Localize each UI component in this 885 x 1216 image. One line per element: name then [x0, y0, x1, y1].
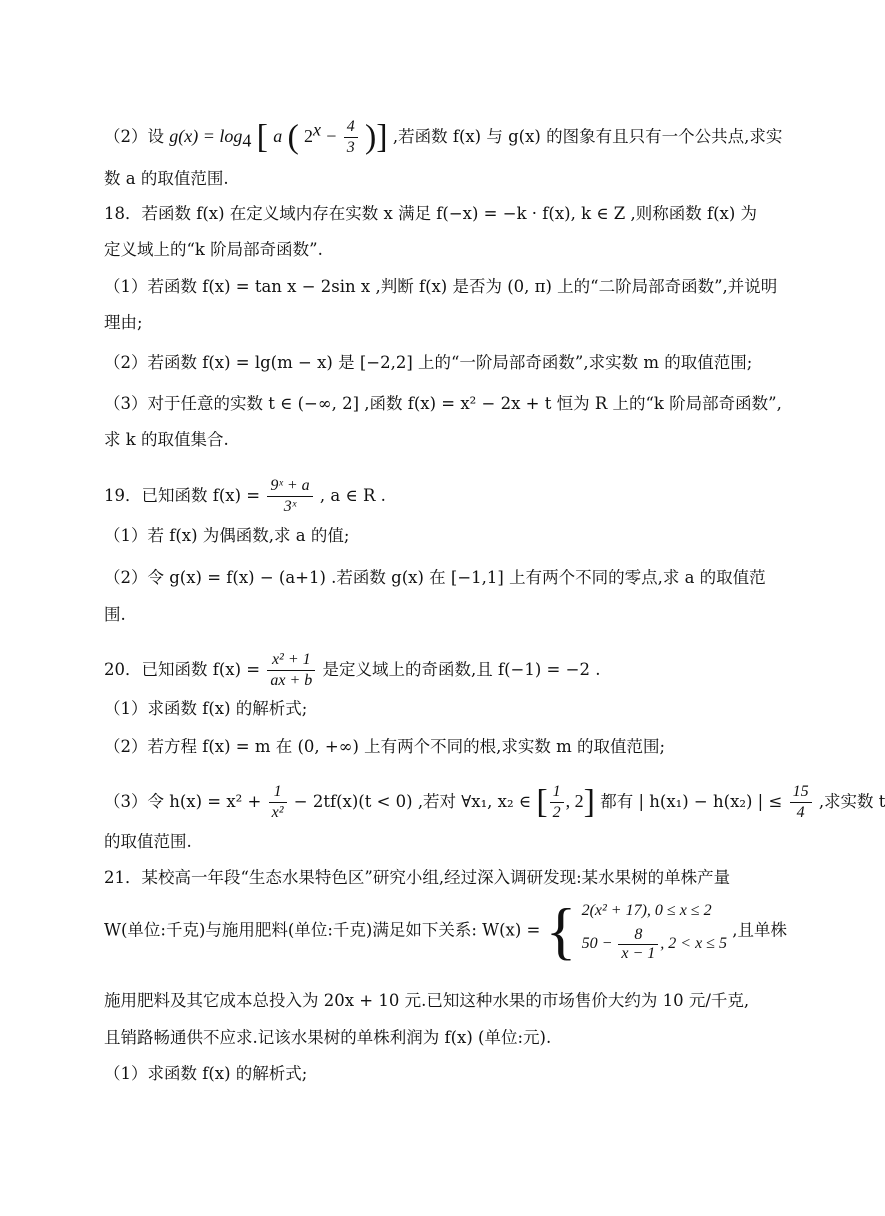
- denominator: 4: [796, 804, 805, 821]
- numerator: 1: [550, 782, 564, 803]
- text: （1）若函数 f(x) = tan x − 2sin x ,判断 f(x) 是否为 (0, π) 上的“二阶局部奇函数”,并说明: [104, 277, 778, 296]
- denominator: 3ˣ: [283, 498, 297, 515]
- formula-exp: x: [313, 119, 322, 140]
- denominator: x − 1: [621, 944, 656, 962]
- fraction-8: [618, 926, 658, 963]
- fraction-f: [267, 650, 315, 691]
- text: 围.: [104, 605, 126, 624]
- text-post: , a ∈ R .: [319, 486, 386, 505]
- q20-part3-line: [104, 782, 885, 823]
- formula-g: g(x) = log: [169, 126, 243, 146]
- numerator: 1: [269, 782, 287, 803]
- text: （2）若方程 f(x) = m 在 (0, +∞) 上有两个不同的根,求实数 m 的取值范围;: [104, 737, 666, 756]
- line-2: [104, 168, 229, 190]
- text-tail: ,若函数 f(x) 与 g(x) 的图象有且只有一个公共点,求实: [392, 127, 783, 146]
- fraction-f: [267, 476, 312, 517]
- text: （1）若 f(x) 为偶函数,求 a 的值;: [104, 526, 350, 545]
- left-bracket: [: [256, 118, 268, 156]
- text: （1）求函数 f(x) 的解析式;: [104, 1064, 308, 1083]
- text: 定义域上的“k 阶局部奇函数”.: [104, 240, 323, 259]
- text: 数 a 的取值范围.: [104, 169, 229, 188]
- text: 求 k 的取值集合.: [104, 430, 229, 449]
- piecewise-cases: [582, 898, 727, 964]
- text: （3）对于任意的实数 t ∈ (−∞, 2] ,函数 f(x) = x² − 2x + t 恒为 R 上的“k 阶局部奇函数”,: [104, 394, 782, 413]
- line-11: [104, 525, 349, 547]
- line-15: [104, 698, 307, 720]
- line-7: [104, 352, 752, 374]
- text-pre: 20．已知函数 f(x) =: [104, 660, 261, 679]
- fraction-4-3: [344, 117, 358, 158]
- formula-a: a: [273, 126, 283, 146]
- text-pre: W(单位:千克)与施用肥料(单位:千克)满足如下关系: W(x) =: [104, 920, 541, 940]
- text-post: ,且单株: [732, 920, 787, 940]
- left-brace: {: [545, 895, 577, 966]
- text: 且销路畅通供不应求.记该水果树的单株利润为 f(x) (单位:元).: [104, 1028, 552, 1047]
- minus-sign: −: [326, 126, 337, 146]
- line-6: [104, 312, 143, 334]
- q20-line: [104, 650, 600, 691]
- fraction-15-4: [790, 782, 812, 823]
- text-pre: （3）令 h(x) = x² +: [104, 792, 262, 811]
- case-1: [582, 898, 727, 924]
- case-2: [582, 924, 727, 964]
- line-16: [104, 736, 665, 758]
- denominator: x²: [271, 804, 284, 821]
- right-bracket: ]: [583, 783, 595, 821]
- text: （1）求函数 f(x) 的解析式;: [104, 699, 308, 718]
- text-post: 是定义域上的奇函数,且 f(−1) = −2 .: [322, 660, 601, 679]
- numerator: 4: [344, 117, 358, 138]
- numerator: 15: [790, 782, 812, 803]
- text-pre: 19．已知函数 f(x) =: [104, 486, 261, 505]
- line-18: [104, 831, 192, 853]
- line-4: [104, 239, 323, 261]
- formula-base-2: 2: [304, 126, 314, 146]
- text-mid3: 都有 | h(x₁) − h(x₂) | ≤: [600, 792, 783, 811]
- line-8: [104, 393, 782, 415]
- text: （2）令 g(x) = f(x) − (a+1) .若函数 g(x) 在 [−1,1] 上有两个不同的零点,求 a 的取值范: [104, 568, 766, 587]
- fraction-1-2: [550, 782, 564, 823]
- line-22: [104, 1027, 551, 1049]
- denominator: 3: [346, 139, 355, 156]
- line-5: [104, 276, 777, 298]
- text: 施用肥料及其它成本总投入为 20x + 10 元.已知这种水果的市场售价大约为 10 元/千克,: [104, 991, 750, 1010]
- line-12: [104, 567, 766, 589]
- part-label: （2）设: [104, 127, 164, 146]
- line-13: [104, 604, 126, 626]
- q21-piecewise-line: [104, 895, 787, 966]
- numerator: 9ˣ + a: [267, 476, 312, 497]
- right-paren: ): [364, 118, 377, 156]
- left-paren: (: [287, 118, 299, 156]
- denominator: 2: [552, 804, 561, 821]
- text: （2）若函数 f(x) = lg(m − x) 是 [−2,2] 上的“一阶局部奇函数”,求实数 m 的取值范围;: [104, 353, 753, 372]
- q17-part2-line: [104, 117, 782, 158]
- numerator: x² + 1: [267, 650, 315, 671]
- text: 理由;: [104, 313, 143, 332]
- numerator: 8: [618, 926, 658, 945]
- case-1-text: 2(x² + 17), 0 ≤ x ≤ 2: [581, 902, 712, 919]
- line-19: [104, 867, 730, 889]
- line-21: [104, 990, 749, 1012]
- line-23: [104, 1063, 307, 1085]
- case-2-pre: 50 −: [581, 935, 613, 952]
- line-9: [104, 429, 229, 451]
- text: 21．某校高一年段“生态水果特色区”研究小组,经过深入调研发现:某水果树的单株产量: [104, 868, 731, 887]
- text-post: ,求实数 t: [818, 792, 885, 811]
- denominator: ax + b: [270, 672, 313, 689]
- text-interval-end: , 2: [565, 791, 584, 811]
- text-mid: − 2tf(x)(t < 0) ,若对 ∀x₁, x₂ ∈: [293, 792, 532, 811]
- text: 18．若函数 f(x) 在定义域内存在实数 x 满足 f(−x) = −k · f(x), k ∈ Z ,则称函数 f(x) 为: [104, 204, 758, 223]
- q19-line: [104, 476, 386, 517]
- right-bracket: ]: [376, 118, 388, 156]
- fraction-1-x2: [269, 782, 287, 823]
- case-2-post: , 2 < x ≤ 5: [660, 935, 727, 952]
- log-base: 4: [242, 130, 252, 151]
- text: 的取值范围.: [104, 832, 192, 851]
- left-bracket: [: [536, 783, 548, 821]
- line-3: [104, 203, 757, 225]
